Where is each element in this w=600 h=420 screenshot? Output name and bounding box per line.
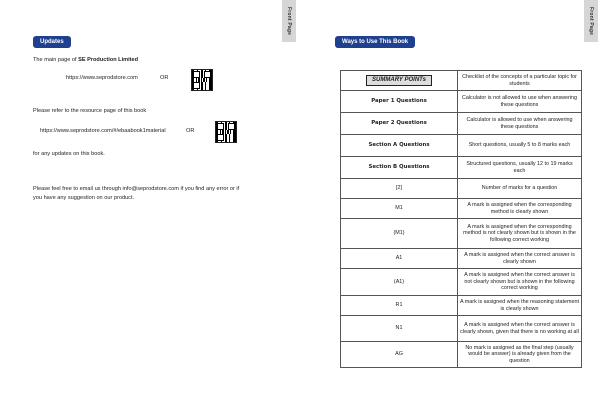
table-row — [341, 219, 582, 249]
or-label-1: OR — [160, 75, 169, 81]
front-page-tab — [584, 0, 598, 42]
desc-cell: Calculator is not allowed to use when answering these questions — [458, 91, 582, 113]
term-cell: Paper 1 Questions — [341, 91, 458, 113]
table-row — [341, 71, 582, 91]
or-label-2: OR — [186, 128, 195, 134]
resource-url-link[interactable]: https://www.seprodstore.com/#/ebaabook1material — [40, 128, 166, 134]
updates-note: for any updates on this book. — [33, 151, 105, 157]
desc-cell: Calculator is allowed to use when answering these questions — [458, 113, 582, 135]
term-cell: N1 — [341, 316, 458, 342]
desc-cell: Short questions, usually 5 to 8 marks each — [458, 135, 582, 157]
term-cell: R1 — [341, 296, 458, 316]
side-tab-label: Front Page — [286, 6, 292, 36]
term-cell: Section A Questions — [341, 135, 458, 157]
desc-cell: A mark is assigned when the correct answer is clearly shown, given that there is no working at all — [458, 316, 582, 342]
email-line-1: Please feel free to email us through info@seprodstore.com if you find any error or if — [33, 186, 240, 192]
table-row — [341, 113, 582, 135]
desc-cell: A mark is assigned when the corresponding method is not clearly shown but is shown in the following correct working — [458, 219, 582, 249]
table-row — [341, 157, 582, 179]
desc-cell: Checklist of the concepts of a particular topic for students — [458, 71, 582, 91]
table-row — [341, 91, 582, 113]
term-cell: A1 — [341, 249, 458, 269]
qr-code-resource[interactable] — [216, 122, 236, 142]
desc-cell: Structured questions, usually 12 to 19 marks each — [458, 157, 582, 179]
main-page-line — [33, 57, 138, 63]
ways-badge: Ways to Use This Book — [335, 36, 415, 48]
front-page-tab — [282, 0, 296, 42]
table-row — [341, 269, 582, 296]
resource-intro: Please refer to the resource page of this book — [33, 108, 147, 114]
term-cell: M1 — [341, 199, 458, 219]
summary-points-label: SUMMARY POINTs — [366, 75, 432, 85]
ways-table — [340, 70, 582, 368]
term-cell: Paper 2 Questions — [341, 113, 458, 135]
main-url-link[interactable]: https://www.seprodstore.com — [66, 75, 138, 81]
side-tab-label: Front Page — [588, 6, 594, 36]
desc-cell: No mark is assigned as the final step (usually would be answer) is already given from the question — [458, 342, 582, 368]
term-cell: (M1) — [341, 219, 458, 249]
updates-badge: Updates — [33, 36, 71, 48]
term-cell: AG — [341, 342, 458, 368]
desc-cell: A mark is assigned when the correct answer is not clearly shown but is shown in the following correct working — [458, 269, 582, 296]
table-row — [341, 342, 582, 368]
term-cell — [341, 71, 458, 91]
table-row — [341, 316, 582, 342]
qr-code-main[interactable] — [192, 70, 212, 90]
table-row — [341, 249, 582, 269]
desc-cell: A mark is assigned when the reasoning statement is clearly shown — [458, 296, 582, 316]
term-cell: [2] — [341, 179, 458, 199]
table-row — [341, 135, 582, 157]
main-page-prefix: The main page of — [33, 57, 79, 63]
right-page — [300, 0, 600, 420]
table-row — [341, 199, 582, 219]
desc-cell: A mark is assigned when the corresponding method is clearly shown — [458, 199, 582, 219]
table-row — [341, 296, 582, 316]
email-line-2: you have any suggestion on our product. — [33, 195, 135, 201]
desc-cell: Number of marks for a question — [458, 179, 582, 199]
term-cell: (A1) — [341, 269, 458, 296]
term-cell: Section B Questions — [341, 157, 458, 179]
table-row — [341, 179, 582, 199]
desc-cell: A mark is assigned when the correct answer is clearly shown — [458, 249, 582, 269]
company-name: SE Production Limited — [78, 57, 139, 63]
